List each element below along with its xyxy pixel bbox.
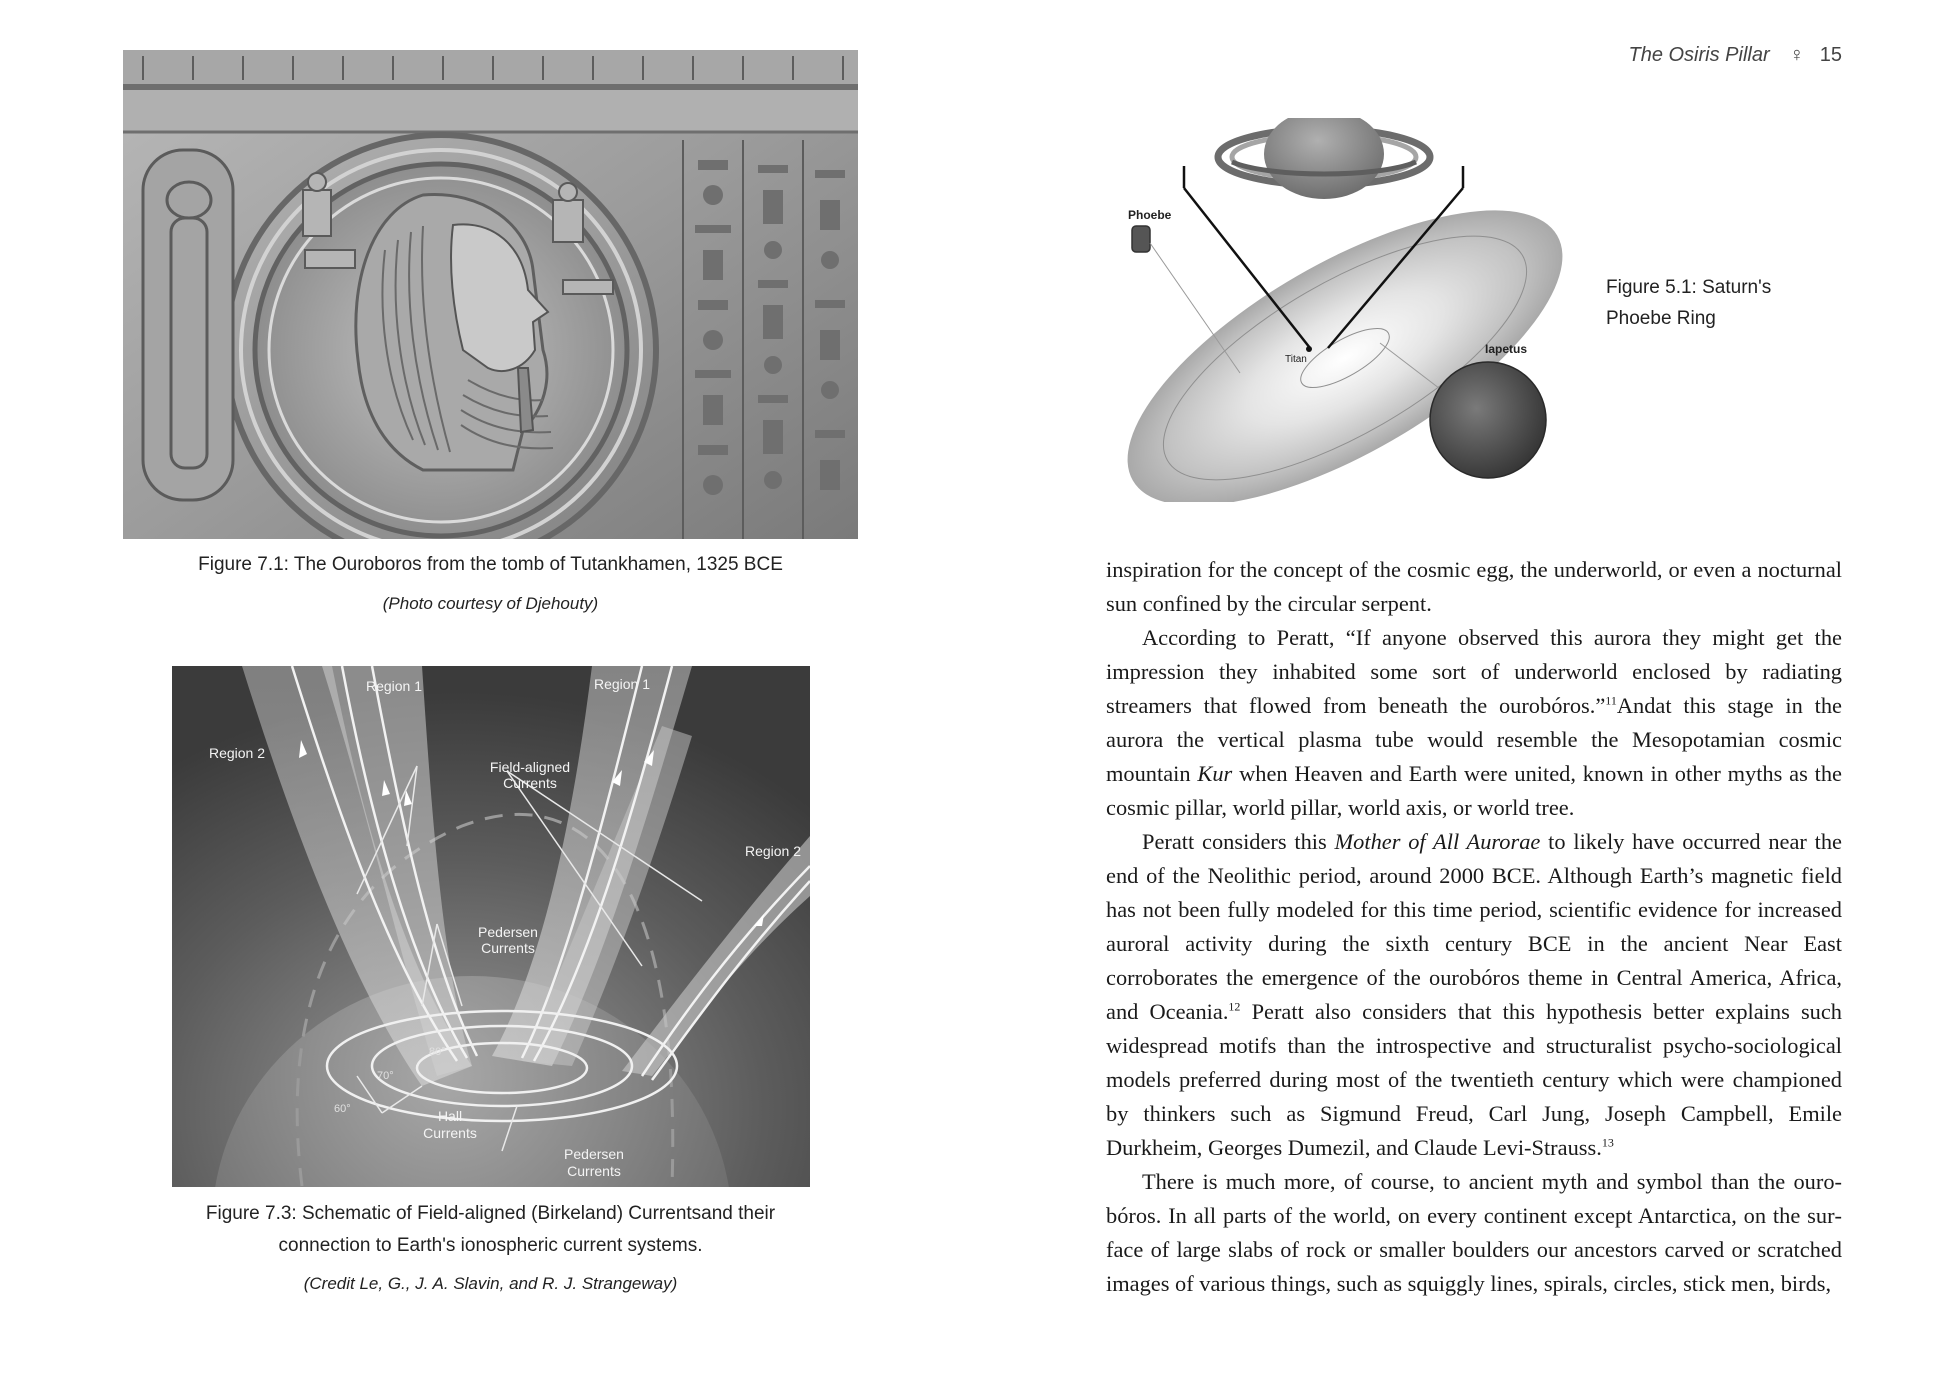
label-region2-right: Region 2 xyxy=(744,843,802,859)
label-field-aligned-2: Currents xyxy=(503,775,557,791)
label-lat-70: 70° xyxy=(377,1070,394,1082)
figure-7-3-credit: (Credit Le, G., J. A. Slavin, and R. J. Strangeway) xyxy=(303,1274,678,1293)
label-field-aligned-1: Field-aligned xyxy=(489,759,571,775)
footnote-13: 13 xyxy=(1601,1135,1614,1150)
footnote-12: 12 xyxy=(1228,999,1241,1014)
running-head-title: The Osiris Pillar xyxy=(1628,44,1770,66)
figure-5-1-caption-line2: Phoebe Ring xyxy=(1606,308,1716,329)
figure-7-3-caption-line2: connection to Earth's ionospheric current systems. xyxy=(278,1235,703,1256)
label-hall-1: Hall xyxy=(437,1108,463,1124)
saturn-phoebe-ring-figure xyxy=(1110,118,1580,502)
label-phoebe: Phoebe xyxy=(1128,208,1172,222)
running-head xyxy=(1610,44,1842,67)
label-pedersen-top-2: Currents xyxy=(481,940,535,956)
footnote-11: 11 xyxy=(1605,693,1617,708)
field-aligned-currents-schematic xyxy=(172,666,810,1187)
label-pedersen-bottom-1: Pedersen xyxy=(564,1146,624,1162)
figure-5-1-caption-line1: Figure 5.1: Saturn's xyxy=(1606,277,1772,298)
ankh-icon: ♀ xyxy=(1789,44,1805,66)
label-region2-left: Region 2 xyxy=(208,745,266,761)
page-number: 15 xyxy=(1819,44,1842,66)
figure-5-1-caption xyxy=(1606,272,1826,334)
paragraph-3: Peratt considers this Mother of All Aurorae to likely have occurred near the end of the Neolithic period, around 2000 BCE. Although Earth’s magnetic field has not been fully modeled for this time period, scientific evidence for increased auroral activity during the sixth century BCE in the ancient Near East corroborates the emergence of the ourobóros theme in Central America, Africa, and Oceania.$^{12}$ Peratt also considers that this hypothesis better explains such widespread motifs than the introspective and structuralist psycho-sociological models preferred during most of the twentieth century which were championed by thinkers such as Sigmund Freud, Carl Jung, Joseph Campbell, Emile Durkheim, Georges Dumezil, and Claude Levi-Strauss.$^{13}$ xyxy=(1106,829,1842,1160)
label-iapetus: Iapetus xyxy=(1485,342,1528,356)
paragraph-4: There is much more, of course, to ancient myth and symbol than the ourobóros. In all parts of the world, on every continent except Antarctica, on the surface of large slabs of rock or smaller boulders our ancestors carved or scratched images of various things, such as squiggly lines, spirals, circles, stick men, birds, xyxy=(1106,1169,1842,1296)
figure-7-1-caption: Figure 7.1: The Ouroboros from the tomb of Tutankhamen, 1325 BCE xyxy=(198,554,783,575)
label-lat-80: 80° xyxy=(429,1046,446,1058)
label-lat-60: 60° xyxy=(334,1103,351,1115)
label-region1-right: Region 1 xyxy=(593,676,651,692)
body-text xyxy=(1106,553,1842,1301)
label-pedersen-top-1: Pedersen xyxy=(478,924,538,940)
figure-7-1-credit: (Photo courtesy of Djehouty) xyxy=(382,594,599,613)
paragraph-2: According to Peratt, “If anyone observed this aurora they might get the impression they inhabited some sort of underworld enclosed by radiating streamers that flowed from beneath the ourobóros.”$^{11}$Andat this stage in the aurora the vertical plasma tube would resemble the Mesopotamian cosmic mountain Kur when Heaven and Earth were united, known in other myths as the cosmic pillar, world pillar, world axis, or world tree. xyxy=(1106,625,1842,820)
label-hall-2: Currents xyxy=(423,1125,477,1141)
saturn-illustration xyxy=(1110,118,1580,502)
tutankhamen-relief-photo xyxy=(123,50,858,539)
relief-illustration xyxy=(123,50,858,539)
schematic-illustration xyxy=(172,666,810,1187)
label-titan: Titan xyxy=(1285,354,1307,365)
paragraph-1: inspiration for the concept of the cosmic egg, the underworld, or even a nocturnal sun confined by the circular serpent. xyxy=(1106,557,1842,616)
label-pedersen-bottom-2: Currents xyxy=(567,1163,621,1179)
label-region1-left: Region 1 xyxy=(365,678,423,694)
figure-7-3-caption-line1: Figure 7.3: Schematic of Field-aligned (Birkeland) Currentsand their xyxy=(205,1203,776,1224)
